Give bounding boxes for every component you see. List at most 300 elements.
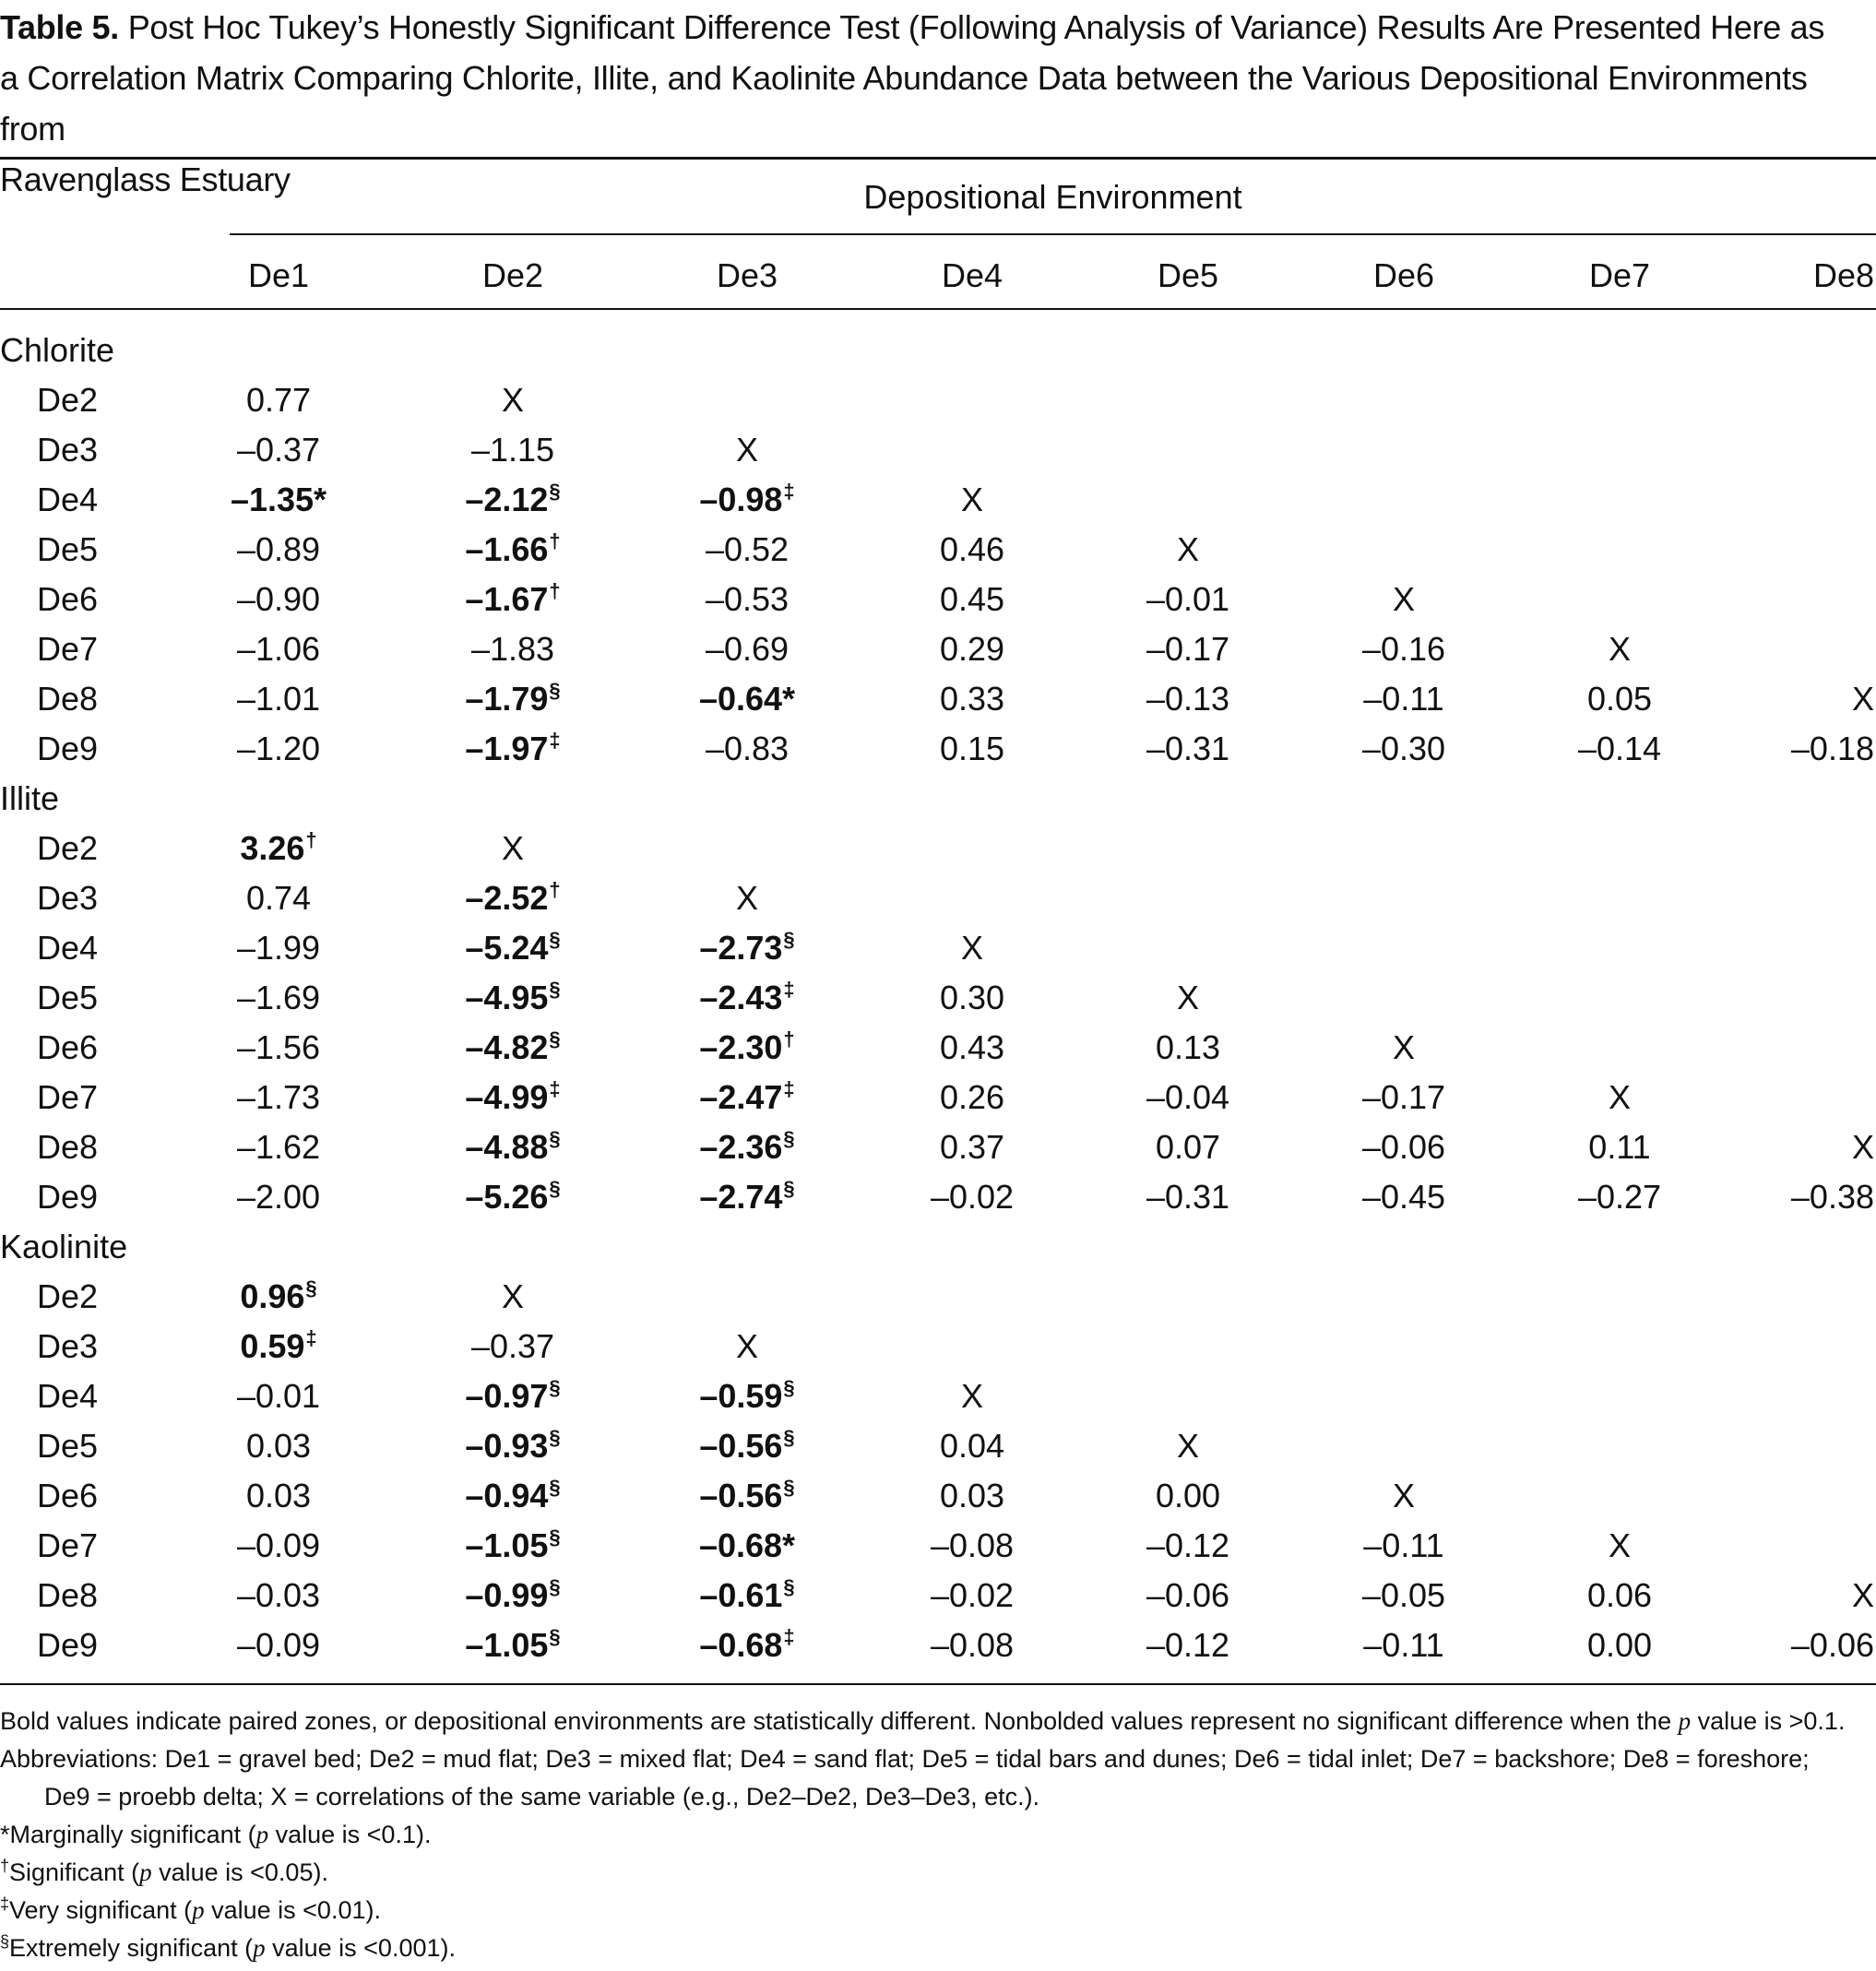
cell-value: 0.59 (240, 1327, 305, 1365)
table-cell (1509, 627, 1730, 671)
footnote-abbreviations-cont: De9 = proebb delta; X = correlations of the same variable (e.g., De2–De2, De3–De3, etc.). (44, 1783, 1040, 1811)
significance-mark: § (549, 1127, 561, 1150)
table-cell (402, 876, 623, 920)
table-cell (636, 1474, 858, 1518)
caption-line-3: Ravenglass Estuary (0, 160, 291, 198)
cell-value: –4.88 (465, 1128, 549, 1166)
section-header-chlorite: Chlorite (0, 331, 115, 369)
cell-value: –0.69 (705, 630, 790, 668)
table-cell (1077, 1424, 1299, 1468)
cell-value: X (1608, 630, 1631, 668)
table-cell (168, 727, 389, 771)
cell-value: –0.03 (236, 1576, 321, 1614)
significance-mark: § (783, 1376, 795, 1399)
cell-value: –0.06 (1361, 1128, 1446, 1166)
table-cell (168, 428, 389, 472)
table-cell (861, 1623, 1083, 1668)
footnote-bold (0, 1702, 1876, 1740)
cell-value: –0.56 (699, 1427, 783, 1465)
cell-value: –0.94 (465, 1477, 549, 1514)
significance-mark: † (305, 828, 317, 851)
table-cell (168, 378, 389, 422)
table-cell (1690, 1125, 1874, 1170)
row-label: De3 (37, 879, 99, 917)
table-cell (168, 1275, 389, 1319)
p-symbol: p (1678, 1707, 1692, 1735)
table-cell (402, 1524, 623, 1568)
table-cell (636, 1175, 858, 1219)
cell-value: X (735, 431, 758, 469)
row-label: De5 (37, 530, 99, 568)
cell-value: –1.67 (465, 580, 549, 618)
table-cell (1690, 727, 1874, 771)
table-cell (168, 926, 389, 970)
cell-value: –0.17 (1146, 630, 1230, 668)
column-header-de7: De7 (1588, 256, 1651, 294)
cell-value: 0.07 (1155, 1128, 1221, 1166)
significance-mark: † (549, 529, 561, 552)
cell-value: –0.17 (1361, 1078, 1446, 1116)
cell-value: 0.74 (245, 879, 312, 917)
cell-value: 0.13 (1155, 1028, 1221, 1066)
table-cell (1690, 1573, 1874, 1618)
cell-value: –5.26 (465, 1178, 549, 1216)
cell-value: X (735, 879, 758, 917)
table-cell (861, 478, 1083, 522)
table-cell (168, 528, 389, 572)
significance-mark: § (549, 1476, 561, 1499)
table-cell (402, 976, 623, 1020)
table-cell (402, 1474, 623, 1518)
cell-value: X (1392, 1477, 1415, 1514)
cell-value: 0.33 (939, 680, 1005, 718)
cell-value: –4.99 (465, 1078, 549, 1116)
row-label: De7 (37, 1526, 99, 1564)
table-cell (1293, 1075, 1514, 1120)
table-cell (1293, 627, 1514, 671)
footnote-significant-pre: Significant ( (9, 1858, 140, 1886)
double-dagger-mark: ‡ (0, 1894, 10, 1913)
table-cell (636, 926, 858, 970)
row-label: De2 (37, 381, 99, 419)
cell-value: 3.26 (240, 829, 305, 867)
p-symbol: p (139, 1858, 152, 1886)
table-cell (861, 976, 1083, 1020)
cell-value: X (1608, 1526, 1631, 1564)
table-cell (168, 826, 389, 871)
cell-value: –0.45 (1361, 1178, 1446, 1216)
significance-mark: § (549, 978, 561, 1001)
cell-value: –1.79 (465, 680, 549, 718)
table-cell (636, 1125, 858, 1170)
significance-mark: § (549, 480, 561, 503)
cell-value: –0.56 (699, 1477, 783, 1514)
row-label: De8 (37, 1576, 99, 1614)
table-cell (1293, 677, 1514, 721)
cell-value: –0.06 (1146, 1576, 1230, 1614)
cell-value: X (1176, 530, 1199, 568)
cell-value: –2.52 (465, 879, 549, 917)
cell-value: 0.96 (240, 1277, 305, 1315)
row-label: De9 (37, 730, 99, 767)
cell-value: X (501, 381, 524, 419)
row-label: De3 (37, 431, 99, 469)
table-cell (1077, 528, 1299, 572)
cell-value: –0.61 (699, 1576, 783, 1614)
table-cell (1690, 1623, 1874, 1668)
row-label: De4 (37, 929, 99, 967)
row-label: De8 (37, 1128, 99, 1166)
table-cell (168, 1524, 389, 1568)
caption-line-1: Post Hoc Tukey’s Honestly Significant Difference Test (Following Analysis of Variance) Results Are Presented Here as (127, 8, 1825, 46)
row-label: De4 (37, 481, 99, 518)
significance-mark: § (549, 1625, 561, 1648)
table-cell (1077, 1573, 1299, 1618)
table-cell (861, 926, 1083, 970)
table-cell (402, 1026, 623, 1070)
cell-value: –1.66 (465, 530, 549, 568)
cell-value: X (1176, 979, 1199, 1016)
table-cell (402, 577, 623, 622)
significance-mark: § (549, 1027, 561, 1051)
footnote-very-significant (0, 1891, 1876, 1929)
table-cell (636, 577, 858, 622)
cell-value: –0.89 (236, 530, 321, 568)
significance-mark: ‡ (549, 729, 561, 752)
footnote-extremely-post: value is <0.001). (265, 1934, 456, 1962)
cell-value: –0.37 (470, 1327, 555, 1365)
table-cell (1077, 1474, 1299, 1518)
footnote-bold-post: value is >0.1. (1691, 1707, 1846, 1735)
cell-value: –0.38 (1790, 1178, 1874, 1216)
significance-mark: ‡ (783, 480, 795, 503)
table-cell (168, 1175, 389, 1219)
cell-value: X (501, 829, 524, 867)
table-cell (861, 727, 1083, 771)
cell-value: –1.69 (236, 979, 321, 1016)
table-cell (1077, 1524, 1299, 1568)
cell-value: –1.05 (465, 1626, 549, 1664)
significance-mark: § (549, 1526, 561, 1549)
significance-mark: ‡ (549, 1077, 561, 1100)
footnote-abbreviations: Abbreviations: De1 = gravel bed; De2 = mud flat; De3 = mixed flat; De4 = sand flat; De5 = tidal bars and dunes; De6 = tidal inlet; De7 = backshore; De8 = foreshore; (0, 1745, 1810, 1773)
cell-value: –2.47 (699, 1078, 783, 1116)
cell-value: –0.02 (930, 1178, 1015, 1216)
table-cell (168, 1573, 389, 1618)
table-cell (861, 677, 1083, 721)
cell-value: X (1608, 1078, 1631, 1116)
table-cell (168, 1424, 389, 1468)
footnote-significant-post: value is <0.05). (151, 1858, 328, 1886)
cell-value: –2.43 (699, 979, 783, 1016)
table-cell (1509, 1524, 1730, 1568)
table-caption (0, 2, 1872, 205)
footnote-very-post: value is <0.01). (204, 1896, 381, 1924)
column-header-de5: De5 (1157, 256, 1219, 294)
cell-value: X (1392, 1028, 1415, 1066)
significance-mark: § (549, 1426, 561, 1449)
row-label: De3 (37, 1327, 99, 1365)
cell-value: X (960, 929, 983, 967)
table-cell (402, 378, 623, 422)
table-cell (1077, 727, 1299, 771)
cell-value: 0.03 (245, 1477, 312, 1514)
table-cell (636, 528, 858, 572)
table-cell (1509, 1075, 1730, 1120)
row-label: De8 (37, 680, 99, 718)
row-label: De9 (37, 1178, 99, 1216)
significance-mark: † (549, 579, 561, 602)
table-cell (636, 1573, 858, 1618)
column-header-de6: De6 (1372, 256, 1435, 294)
significance-mark: § (305, 1276, 317, 1300)
cell-value: –1.73 (236, 1078, 321, 1116)
table-cell (402, 1573, 623, 1618)
cell-value: –0.08 (930, 1526, 1015, 1564)
cell-value: –0.11 (1363, 680, 1444, 718)
cell-value: –0.18 (1790, 730, 1874, 767)
cell-value: –0.16 (1361, 630, 1446, 668)
table-cell (402, 1374, 623, 1419)
table-cell (1293, 1623, 1514, 1668)
table-cell (1293, 1026, 1514, 1070)
table-cell (402, 1424, 623, 1468)
cell-value: –4.82 (465, 1028, 549, 1066)
table-cell (1293, 577, 1514, 622)
table-cell (402, 428, 623, 472)
cell-value: 0.46 (939, 530, 1005, 568)
cell-value: –0.90 (236, 580, 321, 618)
row-label: De5 (37, 1427, 99, 1465)
cell-value: 0.03 (939, 1477, 1005, 1514)
table-cell (168, 1026, 389, 1070)
table-cell (402, 1324, 623, 1369)
cell-value: –1.97 (465, 730, 549, 767)
table-cell (168, 1324, 389, 1369)
table-cell (861, 627, 1083, 671)
table-cell (1690, 1175, 1874, 1219)
table-cell (168, 976, 389, 1020)
table-label: Table 5. (0, 8, 119, 46)
table-cell (636, 727, 858, 771)
cell-value: –2.74 (699, 1178, 783, 1216)
significance-mark: § (783, 1575, 795, 1598)
table-cell (402, 1075, 623, 1120)
significance-mark: ‡ (783, 978, 795, 1001)
row-label: De2 (37, 1277, 99, 1315)
cell-value: 0.04 (939, 1427, 1005, 1465)
cell-value: 0.26 (939, 1078, 1005, 1116)
table-cell (636, 1524, 858, 1568)
cell-value: –0.06 (1790, 1626, 1874, 1664)
table-cell (168, 577, 389, 622)
column-header-de4: De4 (941, 256, 1003, 294)
table-cell (861, 1474, 1083, 1518)
cell-value: 0.30 (939, 979, 1005, 1016)
cell-value: 0.03 (245, 1427, 312, 1465)
table-cell (402, 1623, 623, 1668)
cell-value: –0.09 (236, 1626, 321, 1664)
table-cell (636, 478, 858, 522)
table-cell (168, 1623, 389, 1668)
cell-value: –0.09 (236, 1526, 321, 1564)
cell-value: 0.15 (939, 730, 1005, 767)
table-cell (402, 926, 623, 970)
table-cell (168, 627, 389, 671)
bottom-rule (0, 1683, 1876, 1685)
cell-value: –1.56 (236, 1028, 321, 1066)
footnote-marginal-pre: *Marginally significant ( (0, 1821, 256, 1848)
cell-value: 0.43 (939, 1028, 1005, 1066)
footnote-marginal-post: value is <0.1). (268, 1821, 432, 1848)
cell-value: –2.30 (699, 1028, 783, 1066)
p-symbol: p (192, 1896, 205, 1924)
table-cell (1077, 1175, 1299, 1219)
cell-value: –1.01 (236, 680, 321, 718)
cell-value: 0.29 (939, 630, 1005, 668)
cell-value: 0.11 (1588, 1128, 1651, 1166)
table-cell (636, 627, 858, 671)
table-cell (402, 528, 623, 572)
cell-value: –0.53 (705, 580, 790, 618)
table-cell (402, 627, 623, 671)
footnote-significant (0, 1853, 1876, 1892)
cell-value: X (1176, 1427, 1199, 1465)
cell-value: –0.93 (465, 1427, 549, 1465)
cell-value: –0.04 (1146, 1078, 1230, 1116)
table-cell (861, 528, 1083, 572)
table-cell (1690, 677, 1874, 721)
group-rule (230, 233, 1876, 235)
cell-value: –1.06 (236, 630, 321, 668)
cell-value: 0.45 (939, 580, 1005, 618)
table-cell (636, 1075, 858, 1120)
table-cell (636, 1374, 858, 1419)
table-cell (402, 1175, 623, 1219)
row-label: De4 (37, 1377, 99, 1415)
table-cell (168, 1075, 389, 1120)
cell-value: X (1392, 580, 1415, 618)
column-header-de1: De1 (247, 256, 310, 294)
table-cell (168, 478, 389, 522)
row-label: De7 (37, 630, 99, 668)
cell-value: 0.77 (245, 381, 312, 419)
caption-line-2: a Correlation Matrix Comparing Chlorite, Illite, and Kaolinite Abundance Data between the Various Depositional Environments from (0, 59, 1808, 148)
table-cell (168, 876, 389, 920)
table-cell (402, 727, 623, 771)
cell-value: –0.02 (930, 1576, 1015, 1614)
cell-value: –2.73 (699, 929, 783, 967)
significance-mark: § (549, 928, 561, 951)
p-symbol: p (253, 1934, 266, 1962)
table-cell (1293, 1175, 1514, 1219)
cell-value: –0.37 (236, 431, 321, 469)
row-label: De7 (37, 1078, 99, 1116)
significance-mark: § (549, 1575, 561, 1598)
table-cell (861, 577, 1083, 622)
significance-mark: § (783, 1127, 795, 1150)
significance-mark: § (549, 679, 561, 702)
cell-value: –0.68* (698, 1526, 796, 1564)
cell-value: X (960, 1377, 983, 1415)
significance-mark: § (549, 1177, 561, 1200)
row-label: De6 (37, 1028, 99, 1066)
table-cell (402, 677, 623, 721)
cell-value: X (1851, 1128, 1874, 1166)
table-cell (636, 1623, 858, 1668)
table-cell (1077, 677, 1299, 721)
column-header-de3: De3 (716, 256, 778, 294)
cell-value: –1.15 (470, 431, 555, 469)
cell-value: –0.05 (1361, 1576, 1446, 1614)
column-header-de2: De2 (481, 256, 544, 294)
table-cell (168, 1125, 389, 1170)
table-cell (1077, 577, 1299, 622)
section-header-illite: Illite (0, 779, 60, 817)
cell-value: –1.99 (236, 929, 321, 967)
cell-value: –1.05 (465, 1526, 549, 1564)
p-symbol: p (255, 1821, 269, 1848)
table-cell (168, 1374, 389, 1419)
header-rule (0, 308, 1876, 310)
section-mark: § (0, 1932, 10, 1951)
cell-value: –2.12 (465, 481, 549, 518)
table-cell (1293, 1125, 1514, 1170)
cell-value: –0.98 (699, 481, 783, 518)
table-cell (1077, 1623, 1299, 1668)
cell-value: –0.13 (1146, 680, 1230, 718)
cell-value: –1.20 (236, 730, 321, 767)
table-cell (1293, 727, 1514, 771)
footnote-extremely-pre: Extremely significant ( (9, 1934, 254, 1962)
significance-mark: § (783, 1426, 795, 1449)
table-cell (1077, 976, 1299, 1020)
table-cell (861, 1175, 1083, 1219)
cell-value: X (960, 481, 983, 518)
significance-mark: ‡ (305, 1326, 317, 1349)
table-cell (636, 1324, 858, 1369)
table-cell (1293, 1573, 1514, 1618)
significance-mark: † (783, 1027, 795, 1051)
row-label: De5 (37, 979, 99, 1016)
cell-value: –0.97 (465, 1377, 549, 1415)
cell-value: –0.12 (1146, 1526, 1230, 1564)
table-cell (636, 876, 858, 920)
cell-value: –0.59 (699, 1377, 783, 1415)
cell-value: –0.68 (699, 1626, 783, 1664)
significance-mark: † (549, 878, 561, 901)
cell-value: X (1851, 1576, 1874, 1614)
cell-value: –0.01 (236, 1377, 321, 1415)
significance-mark: § (783, 928, 795, 951)
cell-value: –2.00 (236, 1178, 321, 1216)
table-cell (636, 976, 858, 1020)
footnote-marginal (0, 1815, 1876, 1854)
footnote-very-pre: Very significant ( (9, 1896, 193, 1924)
cell-value: –0.08 (930, 1626, 1015, 1664)
table-cell (1077, 1125, 1299, 1170)
group-header: Depositional Environment (863, 178, 1242, 216)
cell-value: –5.24 (465, 929, 549, 967)
cell-value: 0.37 (939, 1128, 1005, 1166)
cell-value: –0.30 (1361, 730, 1446, 767)
cell-value: –0.31 (1146, 1178, 1230, 1216)
section-header-kaolinite: Kaolinite (0, 1228, 128, 1265)
table-cell (861, 1075, 1083, 1120)
row-label: De2 (37, 829, 99, 867)
top-rule (0, 157, 1876, 160)
table-cell (636, 677, 858, 721)
